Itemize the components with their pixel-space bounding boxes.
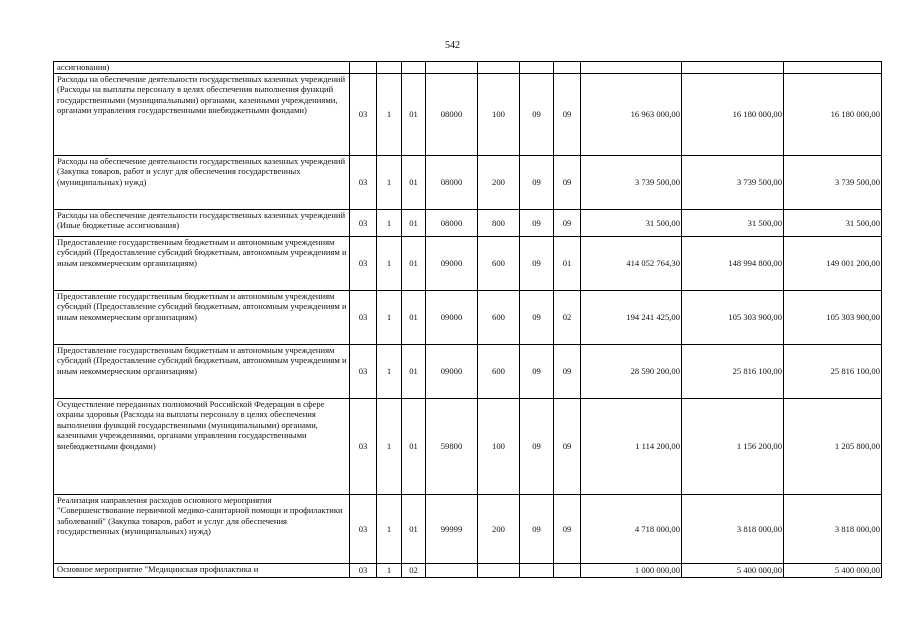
code-chapter: 09 — [520, 495, 554, 564]
amount-year-3: 3 739 500,00 — [784, 156, 882, 210]
code-event: 01 — [402, 399, 426, 495]
code-subprogram: 1 — [377, 399, 402, 495]
table-row — [54, 564, 882, 578]
budget-table — [53, 61, 882, 578]
code-subchapter: 09 — [554, 345, 581, 399]
code-section: 03 — [350, 74, 377, 156]
code-subchapter: 02 — [554, 291, 581, 345]
amount-year-1: 1 000 000,00 — [581, 564, 682, 578]
code-chapter: 09 — [520, 399, 554, 495]
amount-year-2: 1 156 200,00 — [682, 399, 784, 495]
code-subchapter: 09 — [554, 399, 581, 495]
code-chapter: 09 — [520, 156, 554, 210]
code-subprogram: 1 — [377, 495, 402, 564]
code-direction: 09000 — [426, 291, 478, 345]
row-name: Осуществление переданных полномочий Российской Федерации в сфере охраны здоровья (Расходы на выплаты персоналу в целях обеспечения выполнения функций государственными (муниципальными) органами, казенными учреждениями, органами управления государственными внебюджетными фондами) — [54, 399, 350, 495]
code-direction: 08000 — [426, 74, 478, 156]
row-name: Предоставление государственным бюджетным и автономным учреждениям субсидий (Предоставление субсидий бюджетным, автономным учреждениям и иным некоммерческим организациям) — [54, 237, 350, 291]
code-expense-type: 100 — [478, 74, 520, 156]
code-direction: 08000 — [426, 210, 478, 237]
code-event: 01 — [402, 291, 426, 345]
code-expense-type: 200 — [478, 156, 520, 210]
table-row — [54, 62, 882, 74]
code-event: 01 — [402, 210, 426, 237]
amount-year-1: 28 590 200,00 — [581, 345, 682, 399]
amount-year-3: 25 816 100,00 — [784, 345, 882, 399]
code-section: 03 — [350, 237, 377, 291]
code-expense-type: 800 — [478, 210, 520, 237]
table-row — [54, 237, 882, 291]
code-subprogram: 1 — [377, 156, 402, 210]
code-direction: 08000 — [426, 156, 478, 210]
amount-year-2: 3 818 000,00 — [682, 495, 784, 564]
amount-year-3: 16 180 000,00 — [784, 74, 882, 156]
code-subprogram — [377, 62, 402, 74]
row-name: Предоставление государственным бюджетным и автономным учреждениям субсидий (Предоставление субсидий бюджетным, автономным учреждениям и иным некоммерческим организациям) — [54, 345, 350, 399]
table-row — [54, 399, 882, 495]
code-section: 03 — [350, 564, 377, 578]
amount-year-2 — [682, 62, 784, 74]
code-chapter: 09 — [520, 291, 554, 345]
row-name: Расходы на обеспечение деятельности государственных казенных учреждений (Иные бюджетные ассигнования) — [54, 210, 350, 237]
amount-year-3: 105 303 900,00 — [784, 291, 882, 345]
amount-year-1: 3 739 500,00 — [581, 156, 682, 210]
row-name: Предоставление государственным бюджетным и автономным учреждениям субсидий (Предоставление субсидий бюджетным, автономным учреждениям и иным некоммерческим организациям) — [54, 291, 350, 345]
code-direction — [426, 564, 478, 578]
code-event: 01 — [402, 345, 426, 399]
row-name: ассигнования) — [54, 62, 350, 74]
row-name: Основное мероприятие "Медицинская профилактика и — [54, 564, 350, 578]
code-subchapter: 09 — [554, 495, 581, 564]
amount-year-2: 31 500,00 — [682, 210, 784, 237]
amount-year-3: 5 400 000,00 — [784, 564, 882, 578]
code-expense-type — [478, 62, 520, 74]
row-name: Реализация направления расходов основного мероприятия "Совершенствование первичной медико-санитарной помощи и профилактики заболеваний" (Закупка товаров, работ и услуг для обеспечения государственных (муниципальных) нужд) — [54, 495, 350, 564]
amount-year-1: 31 500,00 — [581, 210, 682, 237]
code-direction: 09000 — [426, 237, 478, 291]
page-number: 542 — [445, 40, 460, 51]
amount-year-1: 414 052 764,30 — [581, 237, 682, 291]
code-section — [350, 62, 377, 74]
amount-year-1: 16 963 000,00 — [581, 74, 682, 156]
amount-year-2: 105 303 900,00 — [682, 291, 784, 345]
amount-year-3: 149 001 200,00 — [784, 237, 882, 291]
code-direction — [426, 62, 478, 74]
code-expense-type: 600 — [478, 237, 520, 291]
amount-year-3: 3 818 000,00 — [784, 495, 882, 564]
table-row — [54, 74, 882, 156]
code-subchapter: 09 — [554, 210, 581, 237]
code-expense-type — [478, 564, 520, 578]
amount-year-1 — [581, 62, 682, 74]
code-subprogram: 1 — [377, 74, 402, 156]
code-subprogram: 1 — [377, 210, 402, 237]
code-subchapter: 09 — [554, 156, 581, 210]
code-event: 02 — [402, 564, 426, 578]
table-row — [54, 345, 882, 399]
amount-year-2: 3 739 500,00 — [682, 156, 784, 210]
amount-year-1: 194 241 425,00 — [581, 291, 682, 345]
code-chapter: 09 — [520, 210, 554, 237]
table-row — [54, 156, 882, 210]
code-expense-type: 600 — [478, 291, 520, 345]
code-section: 03 — [350, 156, 377, 210]
code-event: 01 — [402, 237, 426, 291]
table-row — [54, 291, 882, 345]
code-subchapter — [554, 564, 581, 578]
table-row — [54, 210, 882, 237]
code-chapter — [520, 62, 554, 74]
amount-year-2: 16 180 000,00 — [682, 74, 784, 156]
code-expense-type: 600 — [478, 345, 520, 399]
code-subprogram: 1 — [377, 345, 402, 399]
code-section: 03 — [350, 291, 377, 345]
code-direction: 99999 — [426, 495, 478, 564]
amount-year-3: 1 205 800,00 — [784, 399, 882, 495]
code-event: 01 — [402, 495, 426, 564]
amount-year-3: 31 500,00 — [784, 210, 882, 237]
code-subprogram: 1 — [377, 291, 402, 345]
code-subprogram: 1 — [377, 237, 402, 291]
code-section: 03 — [350, 495, 377, 564]
amount-year-1: 4 718 000,00 — [581, 495, 682, 564]
code-event: 01 — [402, 74, 426, 156]
amount-year-1: 1 114 200,00 — [581, 399, 682, 495]
amount-year-2: 148 994 800,00 — [682, 237, 784, 291]
code-expense-type: 100 — [478, 399, 520, 495]
code-section: 03 — [350, 210, 377, 237]
code-event: 01 — [402, 156, 426, 210]
amount-year-2: 5 400 000,00 — [682, 564, 784, 578]
amount-year-2: 25 816 100,00 — [682, 345, 784, 399]
code-direction: 09000 — [426, 345, 478, 399]
code-subchapter: 09 — [554, 74, 581, 156]
code-expense-type: 200 — [478, 495, 520, 564]
row-name: Расходы на обеспечение деятельности государственных казенных учреждений (Расходы на выплаты персоналу в целях обеспечения выполнения функций государственными (муниципальными) органами, казенными учреждениями, органами управления государственными внебюджетными фондами) — [54, 74, 350, 156]
code-section: 03 — [350, 399, 377, 495]
code-chapter: 09 — [520, 74, 554, 156]
table-row — [54, 495, 882, 564]
code-subchapter — [554, 62, 581, 74]
code-direction: 59800 — [426, 399, 478, 495]
code-chapter: 09 — [520, 345, 554, 399]
amount-year-3 — [784, 62, 882, 74]
code-chapter — [520, 564, 554, 578]
code-subchapter: 01 — [554, 237, 581, 291]
code-subprogram: 1 — [377, 564, 402, 578]
code-section: 03 — [350, 345, 377, 399]
code-chapter: 09 — [520, 237, 554, 291]
code-event — [402, 62, 426, 74]
row-name: Расходы на обеспечение деятельности государственных казенных учреждений (Закупка товаров, работ и услуг для обеспечения государственных (муниципальных) нужд) — [54, 156, 350, 210]
